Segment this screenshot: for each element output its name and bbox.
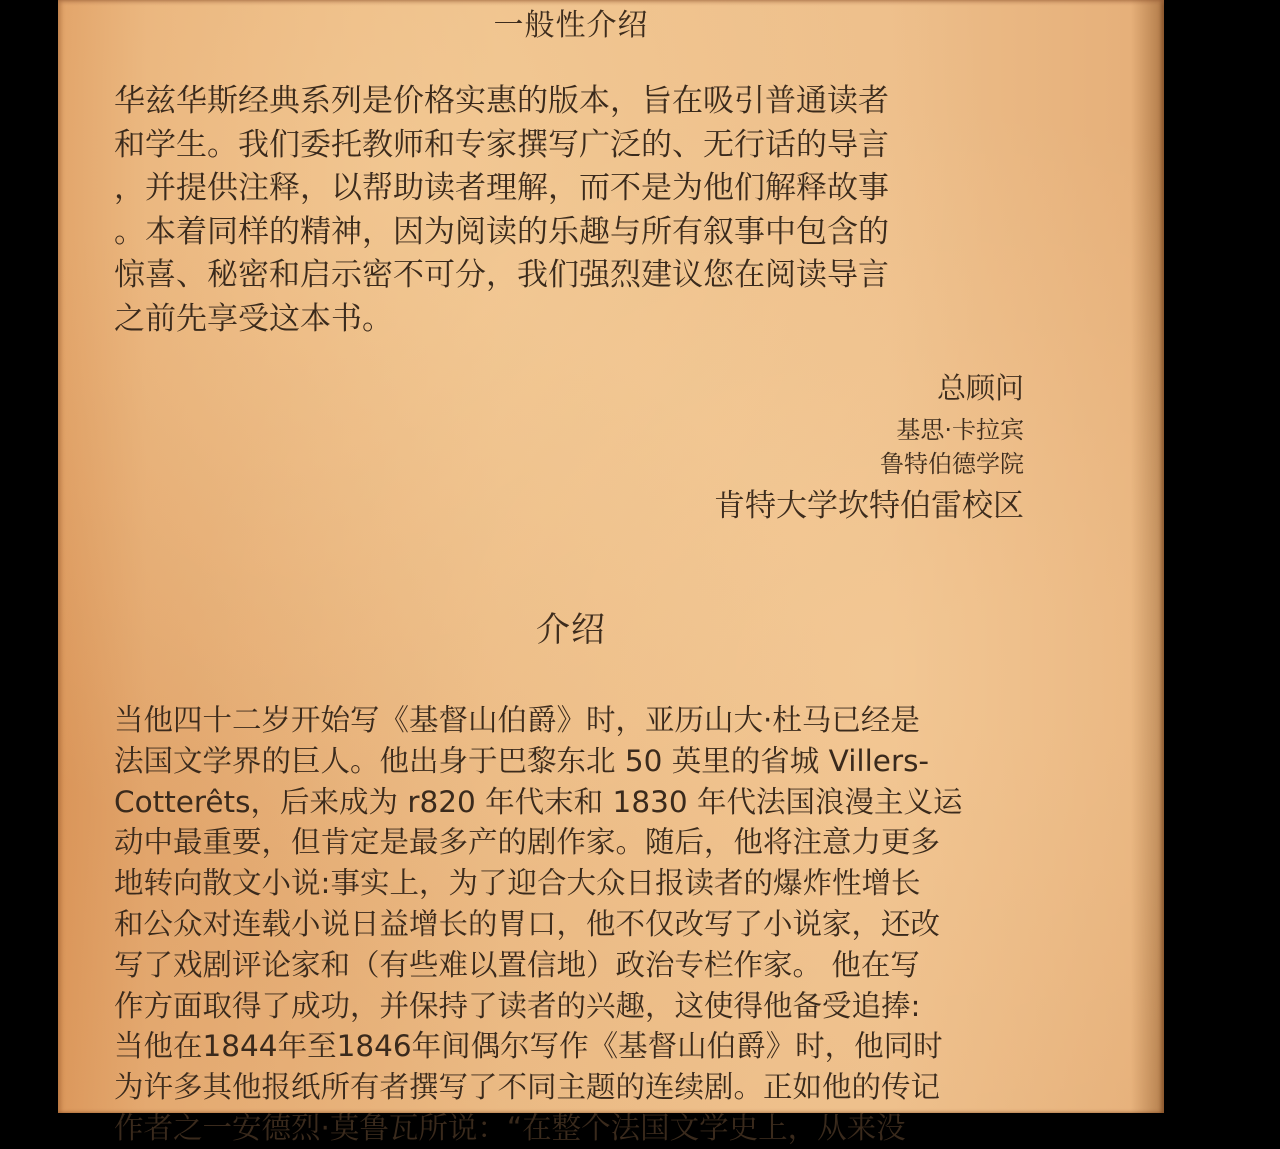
text-line: 惊喜、秘密和启示密不可分，我们强烈建议您在阅读导言	[114, 257, 889, 293]
text-line: 地转向散文小说:事实上，为了迎合大众日报读者的爆炸性增长	[114, 866, 921, 901]
text-line: 当他四十二岁开始写《基督山伯爵》时，亚历山大·杜马已经是	[114, 703, 920, 737]
text-line: 之前先享受这本书。	[114, 300, 393, 337]
signature-university: 肯特大学坎特伯雷校区	[714, 488, 1024, 524]
signature-college: 鲁特伯德学院	[880, 450, 1024, 478]
signature-name: 基思·卡拉宾	[896, 416, 1024, 444]
introduction-paragraph	[114, 700, 1034, 1149]
signature-title: 总顾问	[936, 371, 1024, 405]
text-line: 法国文学界的巨人。他出身于巴黎东北 50 英里的省城 Villers-	[114, 743, 930, 778]
text-line: Cotterêts，后来成为 r820 年代末和 1830 年代法国浪漫主义运	[114, 784, 963, 819]
section-heading-introduction: 介绍	[536, 610, 606, 650]
text-line: 和公众对连载小说日益增长的胃口，他不仅改写了小说家，还改	[114, 906, 941, 941]
text-line: 当他在1844年至1846年间偶尔写作《基督山伯爵》时，他同时	[114, 1029, 943, 1064]
book-page	[58, 0, 1164, 1145]
text-line: 作者之一安德烈·莫鲁瓦所说：“在整个法国文学史上，从来没	[114, 1110, 906, 1145]
text-line: 为许多其他报纸所有者撰写了不同主题的连续剧。正如他的传记	[114, 1070, 941, 1105]
text-line: 写了戏剧评论家和（有些难以置信地）政治专栏作家。 他在写	[114, 947, 920, 982]
text-line: 华兹华斯经典系列是价格实惠的版本，旨在吸引普通读者	[114, 83, 889, 119]
text-line: 和学生。我们委托教师和专家撰写广泛的、无行话的导言	[114, 126, 889, 163]
text-line: 。本着同样的精神，因为阅读的乐趣与所有叙事中包含的	[114, 213, 889, 250]
text-line: 作方面取得了成功，并保持了读者的兴趣，这使得他备受追捧:	[114, 988, 921, 1023]
section-heading-general-intro: 一般性介绍	[493, 8, 649, 43]
general-intro-paragraph	[114, 80, 1034, 341]
text-line: 动中最重要，但肯定是最多产的剧作家。随后，他将注意力更多	[114, 825, 941, 860]
text-line: ，并提供注释，以帮助读者理解，而不是为他们解释故事	[114, 170, 889, 206]
